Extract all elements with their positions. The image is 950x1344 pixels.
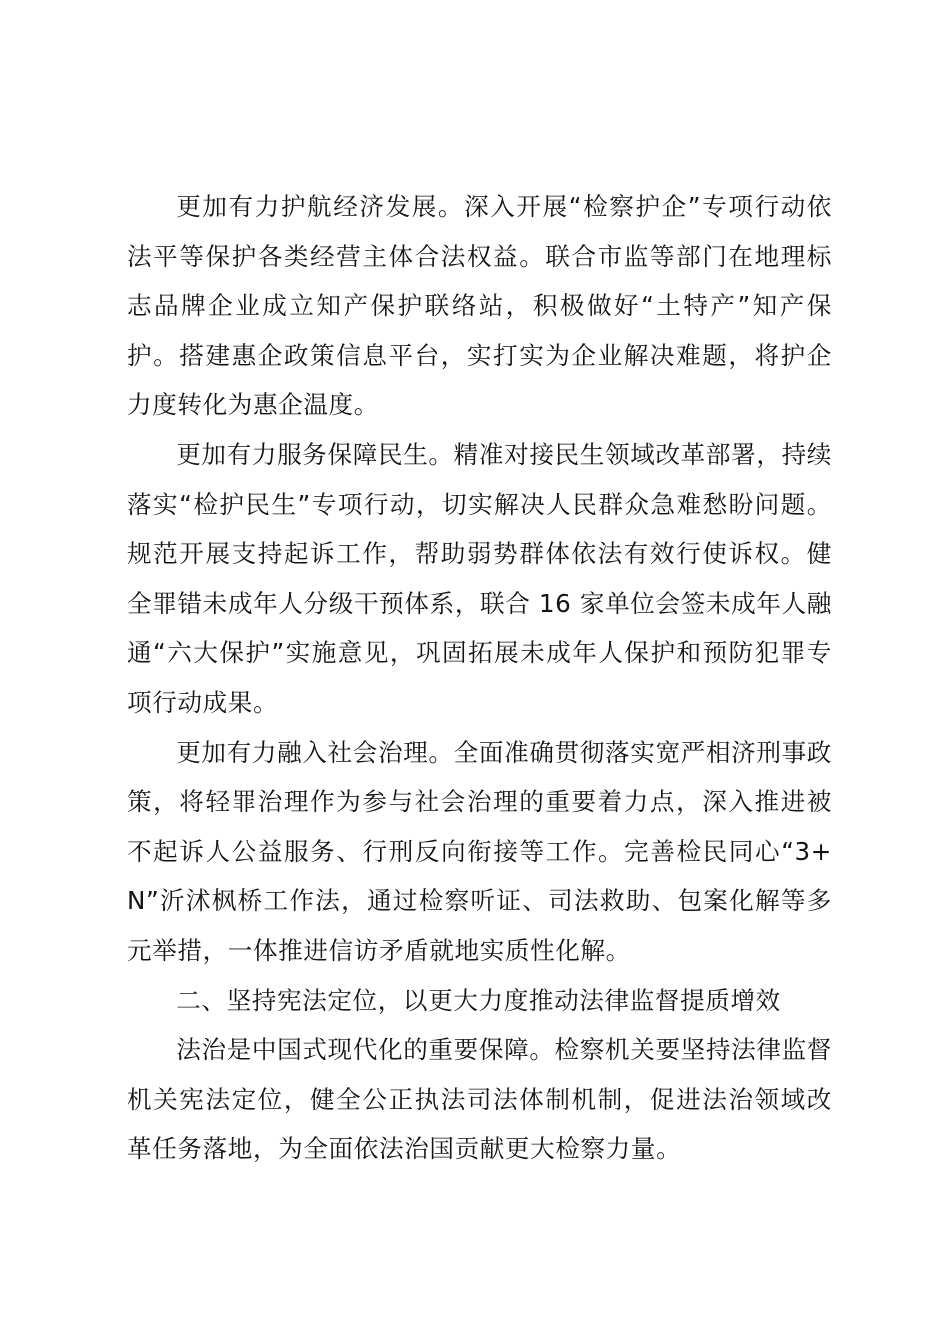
- paragraph-livelihood: 更加有力服务保障民生。精准对接民生领域改革部署，持续落实“检护民生”专项行动，切实解决人民群众急难愁盼问题。规范开展支持起诉工作，帮助弱势群体依法有效行使诉权。健全罪错未成年人分级干预体系，联合 16 家单位会签未成年人融通“六大保护”实施意见，巩固拓展未成年人保护和预防犯罪专项行动成果。: [127, 439, 832, 717]
- document-body: [127, 182, 832, 1174]
- section-heading: 二、坚持宪法定位，以更大力度推动法律监督提质增效: [176, 985, 781, 1015]
- paragraph-rule-of-law: 法治是中国式现代化的重要保障。检察机关要坚持法律监督机关宪法定位，健全公正执法司法体制机制，促进法治领域改革任务落地，为全面依法治国贡献更大检察力量。: [127, 1035, 832, 1164]
- paragraph-social-governance: 更加有力融入社会治理。全面准确贯彻落实宽严相济刑事政策，将轻罪治理作为参与社会治理的重要着力点，深入推进被不起诉人公益服务、行刑反向衔接等工作。完善检民同心“3+N”沂沭枫桥工作法，通过检察听证、司法救助、包案化解等多元举措，一体推进信访矛盾就地实质性化解。: [127, 737, 832, 965]
- paragraph-economic-development: 更加有力护航经济发展。深入开展“检察护企”专项行动依法平等保护各类经营主体合法权益。联合市监等部门在地理标志品牌企业成立知产保护联络站，积极做好“土特产”知产保护。搭建惠企政策信息平台，实打实为企业解决难题，将护企力度转化为惠企温度。: [127, 192, 832, 420]
